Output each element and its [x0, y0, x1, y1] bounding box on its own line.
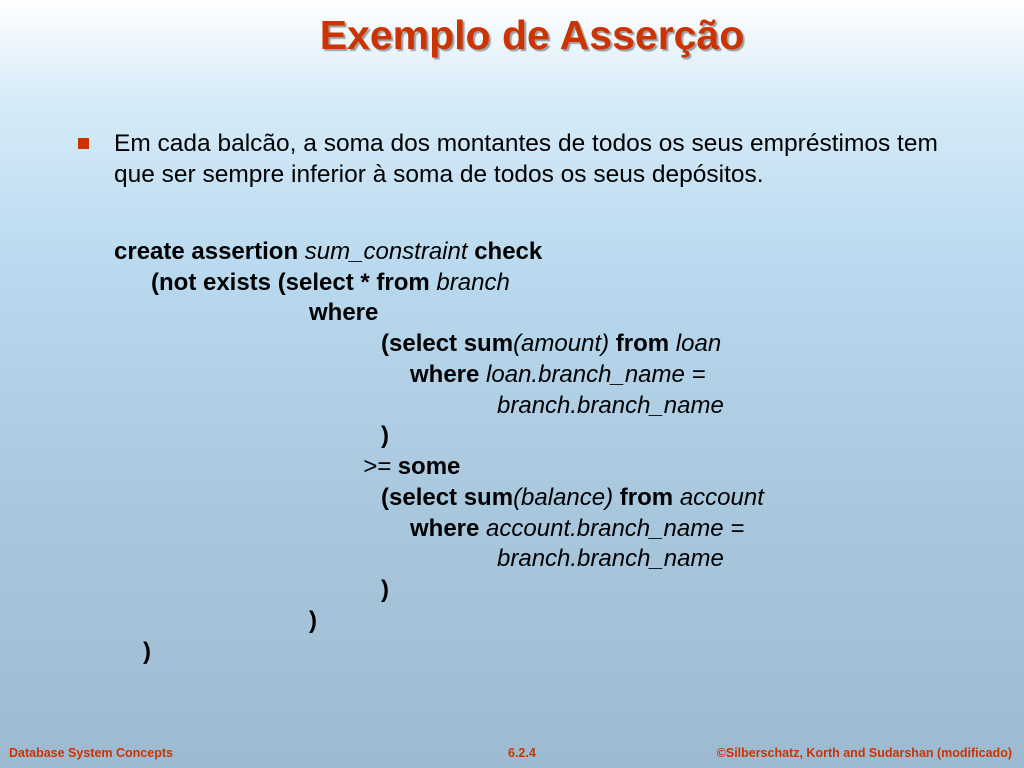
- code-identifier: loan: [675, 330, 722, 357]
- slide-title: Exemplo de Asserção: [319, 12, 745, 58]
- code-line-14: [143, 636, 151, 667]
- code-line-5: [410, 359, 706, 390]
- code-keyword: where: [309, 299, 379, 326]
- code-keyword: some: [397, 453, 461, 480]
- code-keyword: create assertion: [114, 238, 299, 265]
- footer-page-number: 6.2.4: [508, 746, 536, 760]
- code-identifier: branch.branch_name: [497, 392, 724, 419]
- code-line-9: [381, 482, 764, 513]
- code-paren: ): [381, 576, 389, 603]
- code-keyword: check: [474, 238, 543, 265]
- code-identifier: account: [679, 484, 764, 511]
- code-identifier: branch: [436, 269, 510, 296]
- code-line-7: [381, 420, 389, 451]
- code-identifier: (amount): [513, 330, 610, 357]
- code-line-4: [381, 328, 721, 359]
- code-keyword: where: [410, 515, 480, 542]
- bullet-square-icon: [78, 138, 89, 149]
- code-keyword: where: [410, 361, 480, 388]
- code-line-11: [497, 543, 724, 574]
- bullet-text: Em cada balcão, a soma dos montantes de todos os seus empréstimos tem que ser sempre inferior à soma de todos os seus depósitos.: [114, 130, 938, 188]
- code-line-1: [114, 236, 542, 267]
- code-line-10: [410, 513, 744, 544]
- code-operator: >=: [363, 453, 392, 480]
- code-keyword: (not exists (select * from: [151, 269, 430, 296]
- code-line-2: [151, 267, 510, 298]
- code-identifier: branch.branch_name: [497, 545, 724, 572]
- code-identifier: loan.branch_name =: [486, 361, 706, 388]
- code-line-8: [363, 451, 460, 482]
- footer-copyright: ©Silberschatz, Korth and Sudarshan (modificado): [716, 746, 1012, 760]
- code-keyword: from: [619, 484, 674, 511]
- code-keyword: (select sum: [381, 330, 514, 357]
- code-paren: ): [309, 607, 317, 634]
- code-line-6: [497, 390, 724, 421]
- code-identifier: (balance): [513, 484, 614, 511]
- code-identifier: sum_constraint: [304, 238, 468, 265]
- code-line-12: [381, 574, 389, 605]
- code-paren: ): [381, 422, 389, 449]
- code-keyword: (select sum: [381, 484, 514, 511]
- code-line-3: [309, 297, 378, 328]
- code-paren: ): [143, 638, 151, 665]
- footer-left: Database System Concepts: [9, 746, 173, 760]
- code-line-13: [309, 605, 317, 636]
- code-identifier: account.branch_name =: [486, 515, 745, 542]
- code-keyword: from: [615, 330, 670, 357]
